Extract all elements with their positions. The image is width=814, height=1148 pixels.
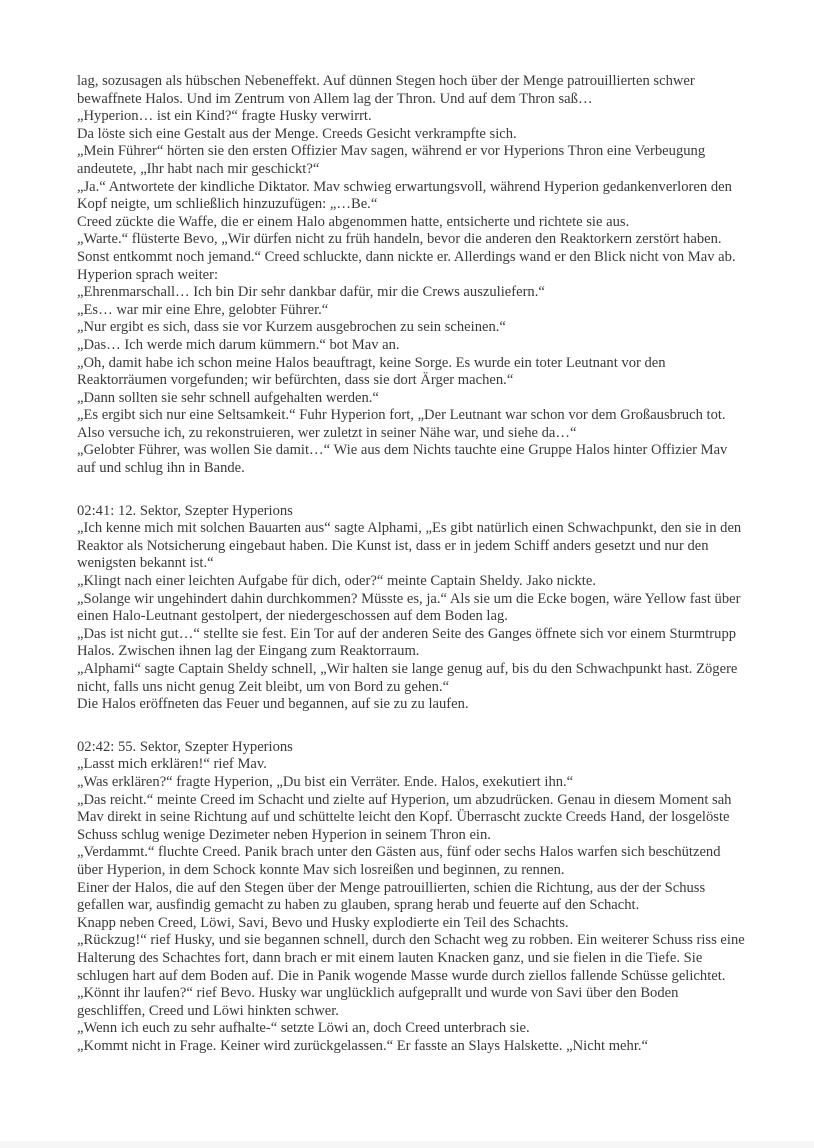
- text-line: „Lasst mich erklären!“ rief Mav.: [77, 756, 267, 773]
- text-section: [77, 739, 746, 1056]
- text-line: „Wenn ich euch zu sehr aufhalte-“ setzte Löwi an, doch Creed unterbrach sie.: [77, 1020, 530, 1037]
- text-line: „Dann sollten sie sehr schnell aufgehalten werden.“: [77, 389, 379, 406]
- text-line: Einer der Halos, die auf den Stegen über der Menge patrouillierten, schien die Richtung, aus der der Schuss gefallen war, ausfindig gemacht zu haben zu glauben, sprang herab und feuerte auf den Schacht.: [77, 879, 706, 914]
- text-line: „Ehrenmarschall… Ich bin Dir sehr dankbar dafür, mir die Crews auszuliefern.“: [77, 284, 545, 301]
- text-line: „Hyperion… ist ein Kind?“ fragte Husky verwirrt.: [77, 108, 372, 125]
- text-line: „Gelobter Führer, was wollen Sie damit…“ Wie aus dem Nichts tauchte eine Gruppe Halos hinter Offizier Mav auf und schlug ihn in Bande.: [77, 442, 728, 477]
- text-line: Knapp neben Creed, Löwi, Savi, Bevo und Husky explodierte ein Teil des Schachts.: [77, 914, 569, 931]
- text-line: „Es ergibt sich nur eine Seltsamkeit.“ Fuhr Hyperion fort, „Der Leutnant war schon vor dem Großausbruch tot. Also versuche ich, zu rekonstruieren, wer zuletzt in seiner Nähe war, und siehe da…“: [77, 407, 726, 441]
- text-column: [77, 73, 746, 1055]
- text-line: lag, sozusagen als hübschen Nebeneffekt. Auf dünnen Stegen hoch über der Menge patrouillierten schwer bewaffnete Halos. Und im Zentrum von Allem lag der Thron. Und auf dem Thron saß…: [77, 73, 695, 107]
- text-section: [77, 503, 746, 714]
- section-heading: 02:41: 12. Sektor, Szepter Hyperions: [77, 502, 293, 519]
- text-line: „Ja.“ Antwortete der kindliche Diktator. Mav schwieg erwartungsvoll, während Hyperion gedankenverloren den Kopf neigte, um schließlich hinzuzufügen: „…Be.“: [77, 178, 732, 213]
- text-line: „Oh, damit habe ich schon meine Halos beauftragt, keine Sorge. Es wurde ein toter Leutnant vor den Reaktorräumen vorgefunden; wir befürchten, dass sie dort Ärger machen.“: [77, 354, 666, 389]
- text-line: „Solange wir ungehindert dahin durchkommen? Müsste es, ja.“ Als sie um die Ecke bogen, wäre Yellow fast über einen Halo-Leutnant gestolpert, der niedergeschossen auf dem Boden lag.: [77, 590, 741, 625]
- text-line: „Ich kenne mich mit solchen Bauarten aus“ sagte Alphami, „Es gibt natürlich einen Schwachpunkt, den sie in den Reaktor als Notsicherung eingebaut haben. Die Kunst ist, dass er in jedem Schiff anders gesetzt und nur den wenigsten bekannt ist.“: [77, 520, 742, 572]
- text-line: „Das… Ich werde mich darum kümmern.“ bot Mav an.: [77, 336, 400, 353]
- text-line: „Das reicht.“ meinte Creed im Schacht und zielte auf Hyperion, um abzudrücken. Genau in diesem Moment sah Mav direkt in seine Richtung auf und schüttelte leicht den Kopf. Überrascht zuckte Creeds Hand, der losgelöste Schuss schlug wenige Dezimeter neben Hyperion in seinem Thron ein.: [77, 791, 732, 843]
- text-line: „Könnt ihr laufen?“ rief Bevo. Husky war unglücklich aufgeprallt und wurde von Savi über den Boden geschliffen, Creed und Löwi hinkten schwer.: [77, 985, 679, 1019]
- text-line: „Alphami“ sagte Captain Sheldy schnell, „Wir halten sie lange genug auf, bis du den Schwachpunkt hast. Zögere nicht, falls uns nicht genug Zeit bleibt, um von Bord zu gehen.“: [77, 661, 738, 695]
- text-line: „Rückzug!“ rief Husky, und sie begannen schnell, durch den Schacht weg zu robben. Ein weiterer Schuss riss eine Halterung des Schachtes fort, dann brach er mit einem lauten Knacken ganz, und sie fielen in die Tiefe. Sie schlugen hart auf dem Boden auf. Die in Panik wogende Masse wurde durch ziellos fallende Schüsse gelichtet.: [77, 932, 745, 984]
- text-line: Die Halos eröffneten das Feuer und begannen, auf sie zu zu laufen.: [77, 696, 469, 713]
- text-line: „Das ist nicht gut…“ stellte sie fest. Ein Tor auf der anderen Seite des Ganges öffnete sich vor einem Sturmtrupp Halos. Zwischen ihnen lag der Eingang zum Reaktorraum.: [77, 625, 737, 660]
- text-line: „Es… war mir eine Ehre, gelobter Führer.“: [77, 301, 329, 318]
- text-line: „Nur ergibt es sich, dass sie vor Kurzem ausgebrochen zu sein scheinen.“: [77, 319, 506, 336]
- page-bottom-edge: [0, 1141, 814, 1148]
- text-line: „Warte.“ flüsterte Bevo, „Wir dürfen nicht zu früh handeln, bevor die anderen den Reaktorkern zerstört haben. Sonst entkommt noch jemand.“ Creed schluckte, dann nickte er. Allerdings wand er den Blick nicht von Mav ab. Hyperion sprach weiter:: [77, 231, 736, 283]
- text-line: „Mein Führer“ hörten sie den ersten Offizier Mav sagen, während er vor Hyperions Thron eine Verbeugung andeutete, „Ihr habt nach mir geschickt?“: [77, 143, 706, 177]
- text-line: Creed zückte die Waffe, die er einem Halo abgenommen hatte, entsicherte und richtete sie aus.: [77, 213, 630, 230]
- text-line: „Was erklären?“ fragte Hyperion, „Du bist ein Verräter. Ende. Halos, exekutiert ihn.“: [77, 773, 574, 790]
- text-line: „Klingt nach einer leichten Aufgabe für dich, oder?“ meinte Captain Sheldy. Jako nickte.: [77, 573, 596, 590]
- text-line: „Kommt nicht in Frage. Keiner wird zurückgelassen.“ Er fasste an Slays Halskette. „Nicht mehr.“: [77, 1037, 649, 1054]
- text-line: „Verdammt.“ fluchte Creed. Panik brach unter den Gästen aus, fünf oder sechs Halos warfen sich beschützend über Hyperion, in dem Schock konnte Mav sich losreißen und beginnen, zu rennen.: [77, 844, 721, 878]
- section-heading: 02:42: 55. Sektor, Szepter Hyperions: [77, 738, 293, 755]
- text-section: [77, 73, 746, 478]
- text-line: Da löste sich eine Gestalt aus der Menge. Creeds Gesicht verkrampfte sich.: [77, 125, 517, 142]
